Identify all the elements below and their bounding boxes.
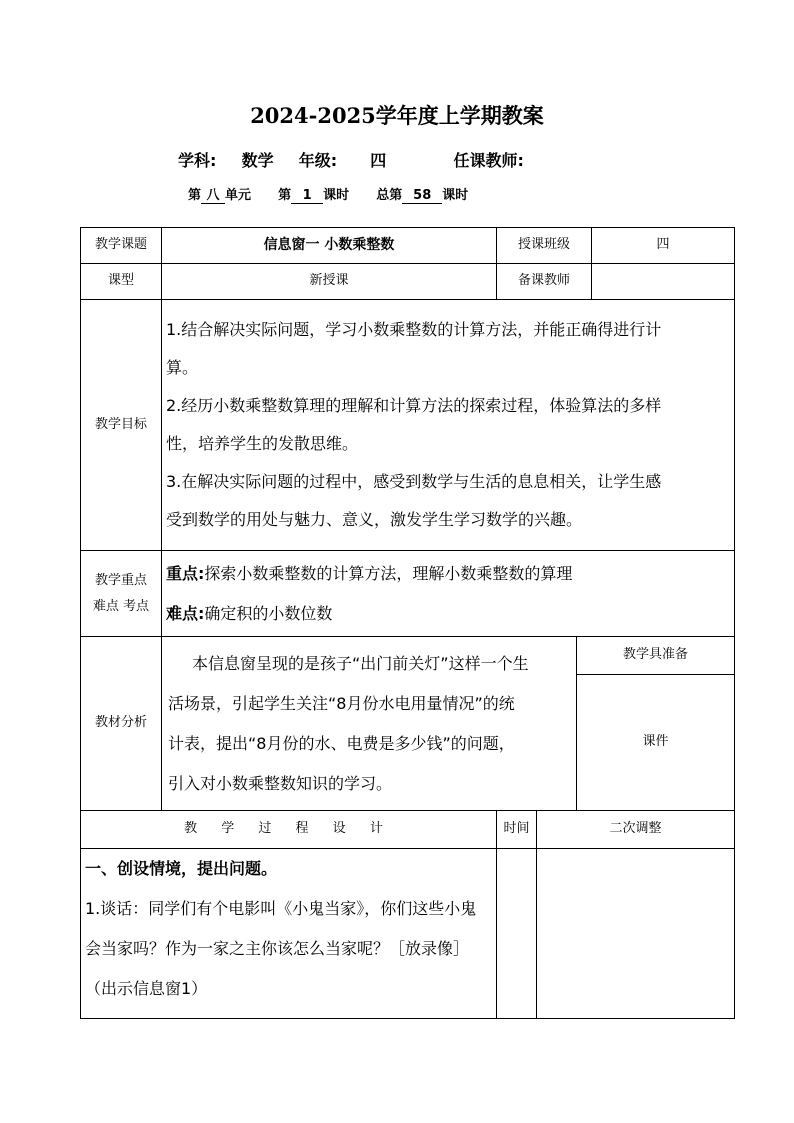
lesson-plan-table xyxy=(80,227,735,1019)
process-header-row xyxy=(81,811,735,849)
prep-teacher-value xyxy=(592,264,735,300)
difficulty-prefix: 难点: xyxy=(166,603,205,623)
unit-number: 八 xyxy=(201,184,225,204)
lesson-number: 1 xyxy=(291,188,323,204)
total-suffix: 课时 xyxy=(442,188,469,203)
objective-line: 1.结合解决实际问题，学习小数乘整数的计算方法，并能正确得进行计 xyxy=(166,320,662,339)
keypoints-label-line-2: 难点 考点 xyxy=(92,598,150,614)
type-label: 课型 xyxy=(81,264,162,300)
document-title: 2024-2025学年度上学期教案 xyxy=(250,103,544,128)
subject-info-line xyxy=(178,148,524,171)
unit-suffix: 单元 xyxy=(225,188,252,203)
key-point-text: 探索小数乘整数的计算方法，理解小数乘整数的算理 xyxy=(204,563,573,583)
process-design-header: 教 学 过 程 设 计 xyxy=(81,811,497,849)
keypoints-row xyxy=(81,551,735,637)
time-cell xyxy=(497,849,537,1019)
topic-value: 信息窗一 小数乘整数 xyxy=(162,228,497,264)
subject-value: 数学 xyxy=(241,151,274,170)
prep-teacher-label: 备课教师 xyxy=(497,264,592,300)
keypoints-label-line-1: 教学重点 xyxy=(94,572,147,588)
lesson-prefix: 第 xyxy=(278,188,292,203)
type-row xyxy=(81,264,735,300)
analysis-line: 计表，提出“8月份的水、电费是多少钱”的问题， xyxy=(168,733,515,753)
process-content-row xyxy=(81,849,735,1019)
analysis-line: 引入对小数乘整数知识的学习。 xyxy=(168,773,393,793)
keypoints-label xyxy=(81,551,162,637)
objective-line: 2.经历小数乘整数算理的理解和计算方法的探索过程，体验算法的多样 xyxy=(166,396,662,415)
adjustment-cell xyxy=(537,849,735,1019)
topic-row xyxy=(81,228,735,264)
type-value: 新授课 xyxy=(162,264,497,300)
process-content xyxy=(81,849,497,1019)
time-header: 时间 xyxy=(497,811,537,849)
objectives-content xyxy=(162,300,735,551)
keypoints-content xyxy=(162,551,735,637)
objective-line: 3.在解决实际问题的过程中，感受到数学与生活的息息相关，让学生感 xyxy=(166,472,662,491)
lesson-suffix: 课时 xyxy=(323,188,350,203)
key-point-line xyxy=(162,554,734,594)
section-heading: 一、创设情境，提出问题。 xyxy=(85,859,278,878)
objective-line: 性，培养学生的发散思维。 xyxy=(166,434,359,453)
objective-line: 算。 xyxy=(166,358,199,377)
key-point-prefix: 重点: xyxy=(166,563,205,583)
total-prefix: 总第 xyxy=(376,188,403,203)
grade-label: 年级: xyxy=(298,151,338,170)
tools-value: 课件 xyxy=(577,675,735,811)
analysis-line: 本信息窗呈现的是孩子“出门前关灯”这样一个生 xyxy=(192,653,529,673)
process-line: 会当家吗？作为一家之主你该怎么当家呢？［放录像］ xyxy=(85,939,470,958)
topic-label: 教学课题 xyxy=(81,228,162,264)
unit-info-line xyxy=(188,184,468,204)
difficulty-text: 确定积的小数位数 xyxy=(204,603,333,623)
objective-line: 受到数学的用处与魅力、意义，激发学生学习数学的兴趣。 xyxy=(166,510,583,529)
difficulty-line xyxy=(162,594,734,634)
class-value: 四 xyxy=(592,228,735,264)
process-line: （出示信息窗1） xyxy=(85,979,208,998)
teacher-label: 任课教师: xyxy=(453,151,524,170)
objectives-label: 教学目标 xyxy=(81,300,162,551)
analysis-label: 教材分析 xyxy=(81,637,162,811)
unit-prefix: 第 xyxy=(188,188,202,203)
tools-label: 教学具准备 xyxy=(577,637,735,675)
analysis-line: 活场景，引起学生关注“8月份水电用量情况”的统 xyxy=(168,693,515,713)
class-label: 授课班级 xyxy=(497,228,592,264)
total-lesson-number: 58 xyxy=(402,188,442,204)
analysis-content xyxy=(162,637,577,811)
objectives-row xyxy=(81,300,735,551)
grade-value: 四 xyxy=(370,151,387,170)
subject-label: 学科: xyxy=(178,151,217,170)
adjustment-header: 二次调整 xyxy=(537,811,735,849)
analysis-row-top xyxy=(81,637,735,675)
process-line: 1.谈话：同学们有个电影叫《小鬼当家》，你们这些小鬼 xyxy=(85,899,477,918)
